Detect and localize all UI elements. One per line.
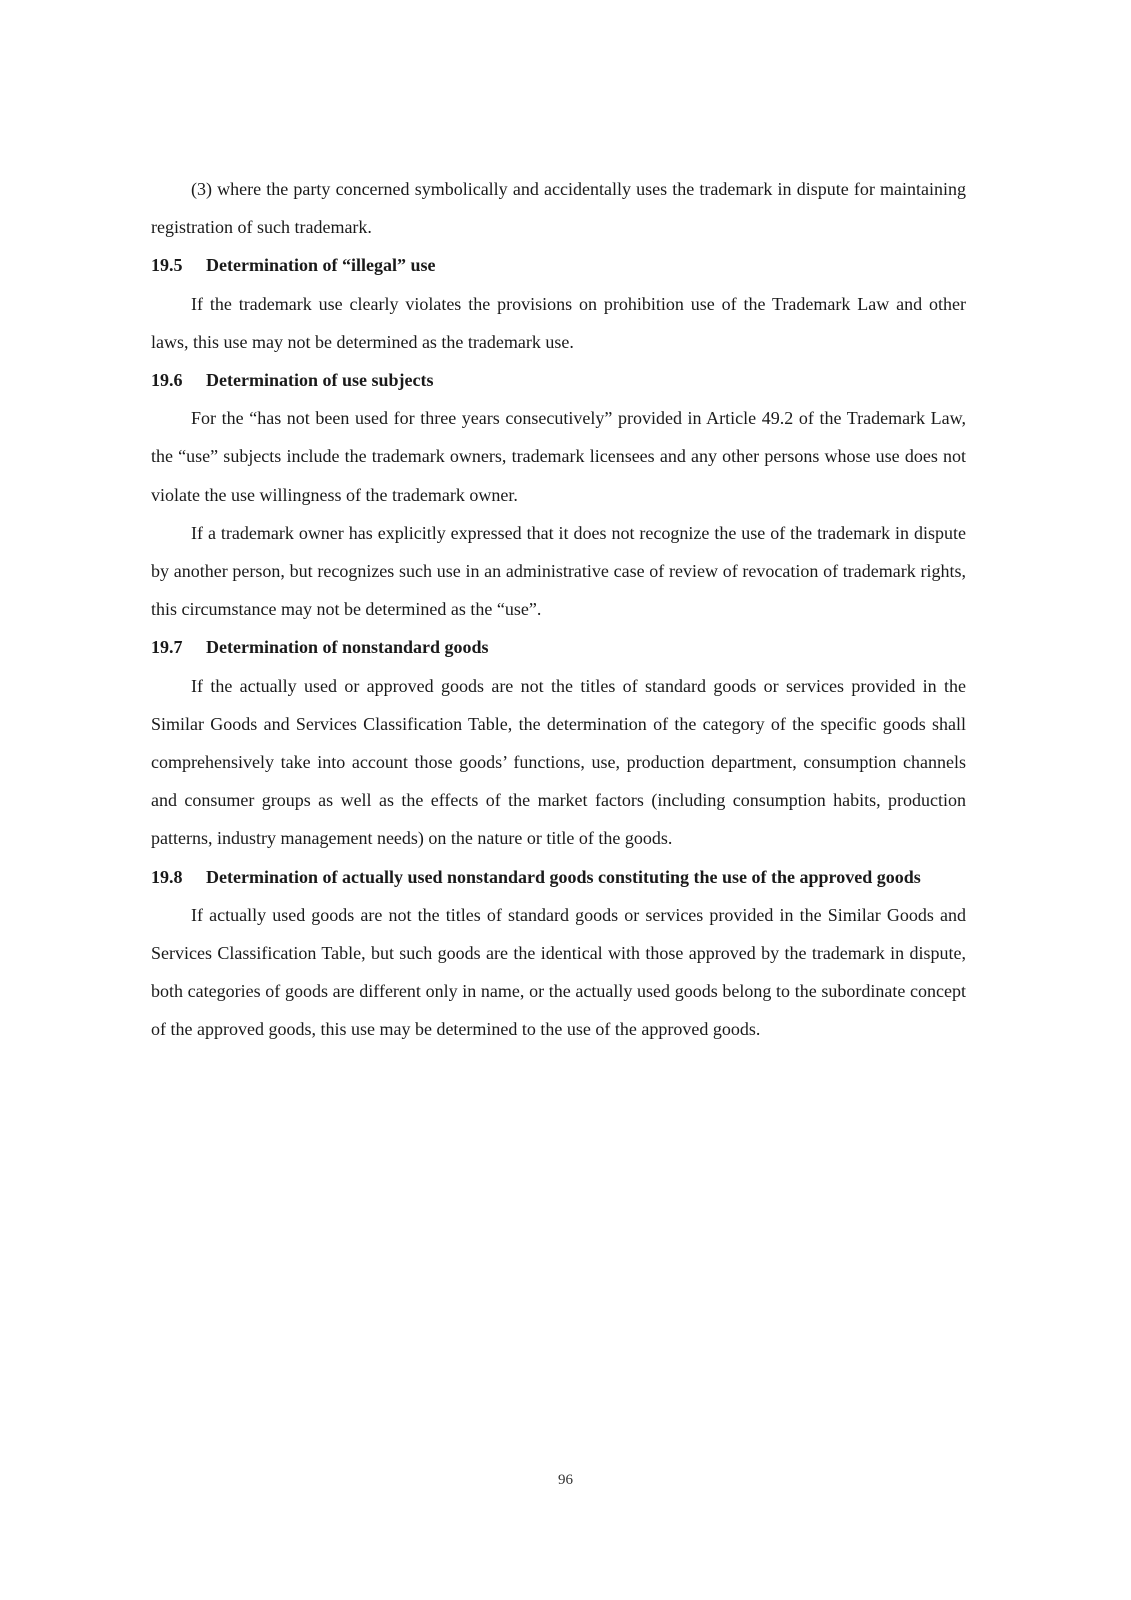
page-body — [151, 170, 966, 1049]
section-heading-19-8 — [151, 858, 966, 896]
section-number: 19.6 — [151, 370, 183, 391]
paragraph: If actually used goods are not the titles of standard goods or services provided in the Similar Goods and Services Classification Table, but such goods are the identical with those approved by the trademark in dispute, both categories of goods are different only in name, or the actually used goods belong to the subordinate concept of the approved goods, this use may be determined to the use of the approved goods. — [151, 904, 966, 1040]
section-title: Determination of use subjects — [206, 370, 434, 391]
paragraph: For the “has not been used for three years consecutively” provided in Article 49.2 of the Trademark Law, the “use” subjects include the trademark owners, trademark licensees and any other persons whose use does not violate the use willingness of the trademark owner. — [151, 408, 966, 505]
paragraph-item-3: (3) where the party concerned symbolically and accidentally uses the trademark in dispute for maintaining registration of such trademark. — [151, 179, 966, 238]
section-number: 19.5 — [151, 255, 183, 276]
section-title: Determination of nonstandard goods — [206, 637, 489, 658]
paragraph: If the trademark use clearly violates the provisions on prohibition use of the Trademark Law and other laws, this use may not be determined as the trademark use. — [151, 293, 966, 352]
section-heading-19-7 — [151, 628, 966, 666]
section-title: Determination of “illegal” use — [206, 255, 436, 276]
paragraph: If a trademark owner has explicitly expressed that it does not recognize the use of the trademark in dispute by another person, but recognizes such use in an administrative case of review of revocation of trademark rights, this circumstance may not be determined as the “use”. — [151, 522, 966, 620]
section-number: 19.8 — [151, 866, 183, 887]
page-number: 96 — [558, 1472, 573, 1488]
section-heading-19-6 — [151, 361, 966, 399]
section-number: 19.7 — [151, 637, 183, 658]
section-heading-19-5 — [151, 246, 966, 284]
paragraph: If the actually used or approved goods are not the titles of standard goods or services provided in the Similar Goods and Services Classification Table, the determination of the category of the specific goods shall comprehensively take into account those goods’ functions, use, production department, consumption channels and consumer groups as well as the effects of the market factors (including consumption habits, production patterns, industry management needs) on the nature or title of the goods. — [151, 675, 966, 849]
section-title: Determination of actually used nonstandard goods constituting the use of the approved goods — [206, 866, 921, 887]
